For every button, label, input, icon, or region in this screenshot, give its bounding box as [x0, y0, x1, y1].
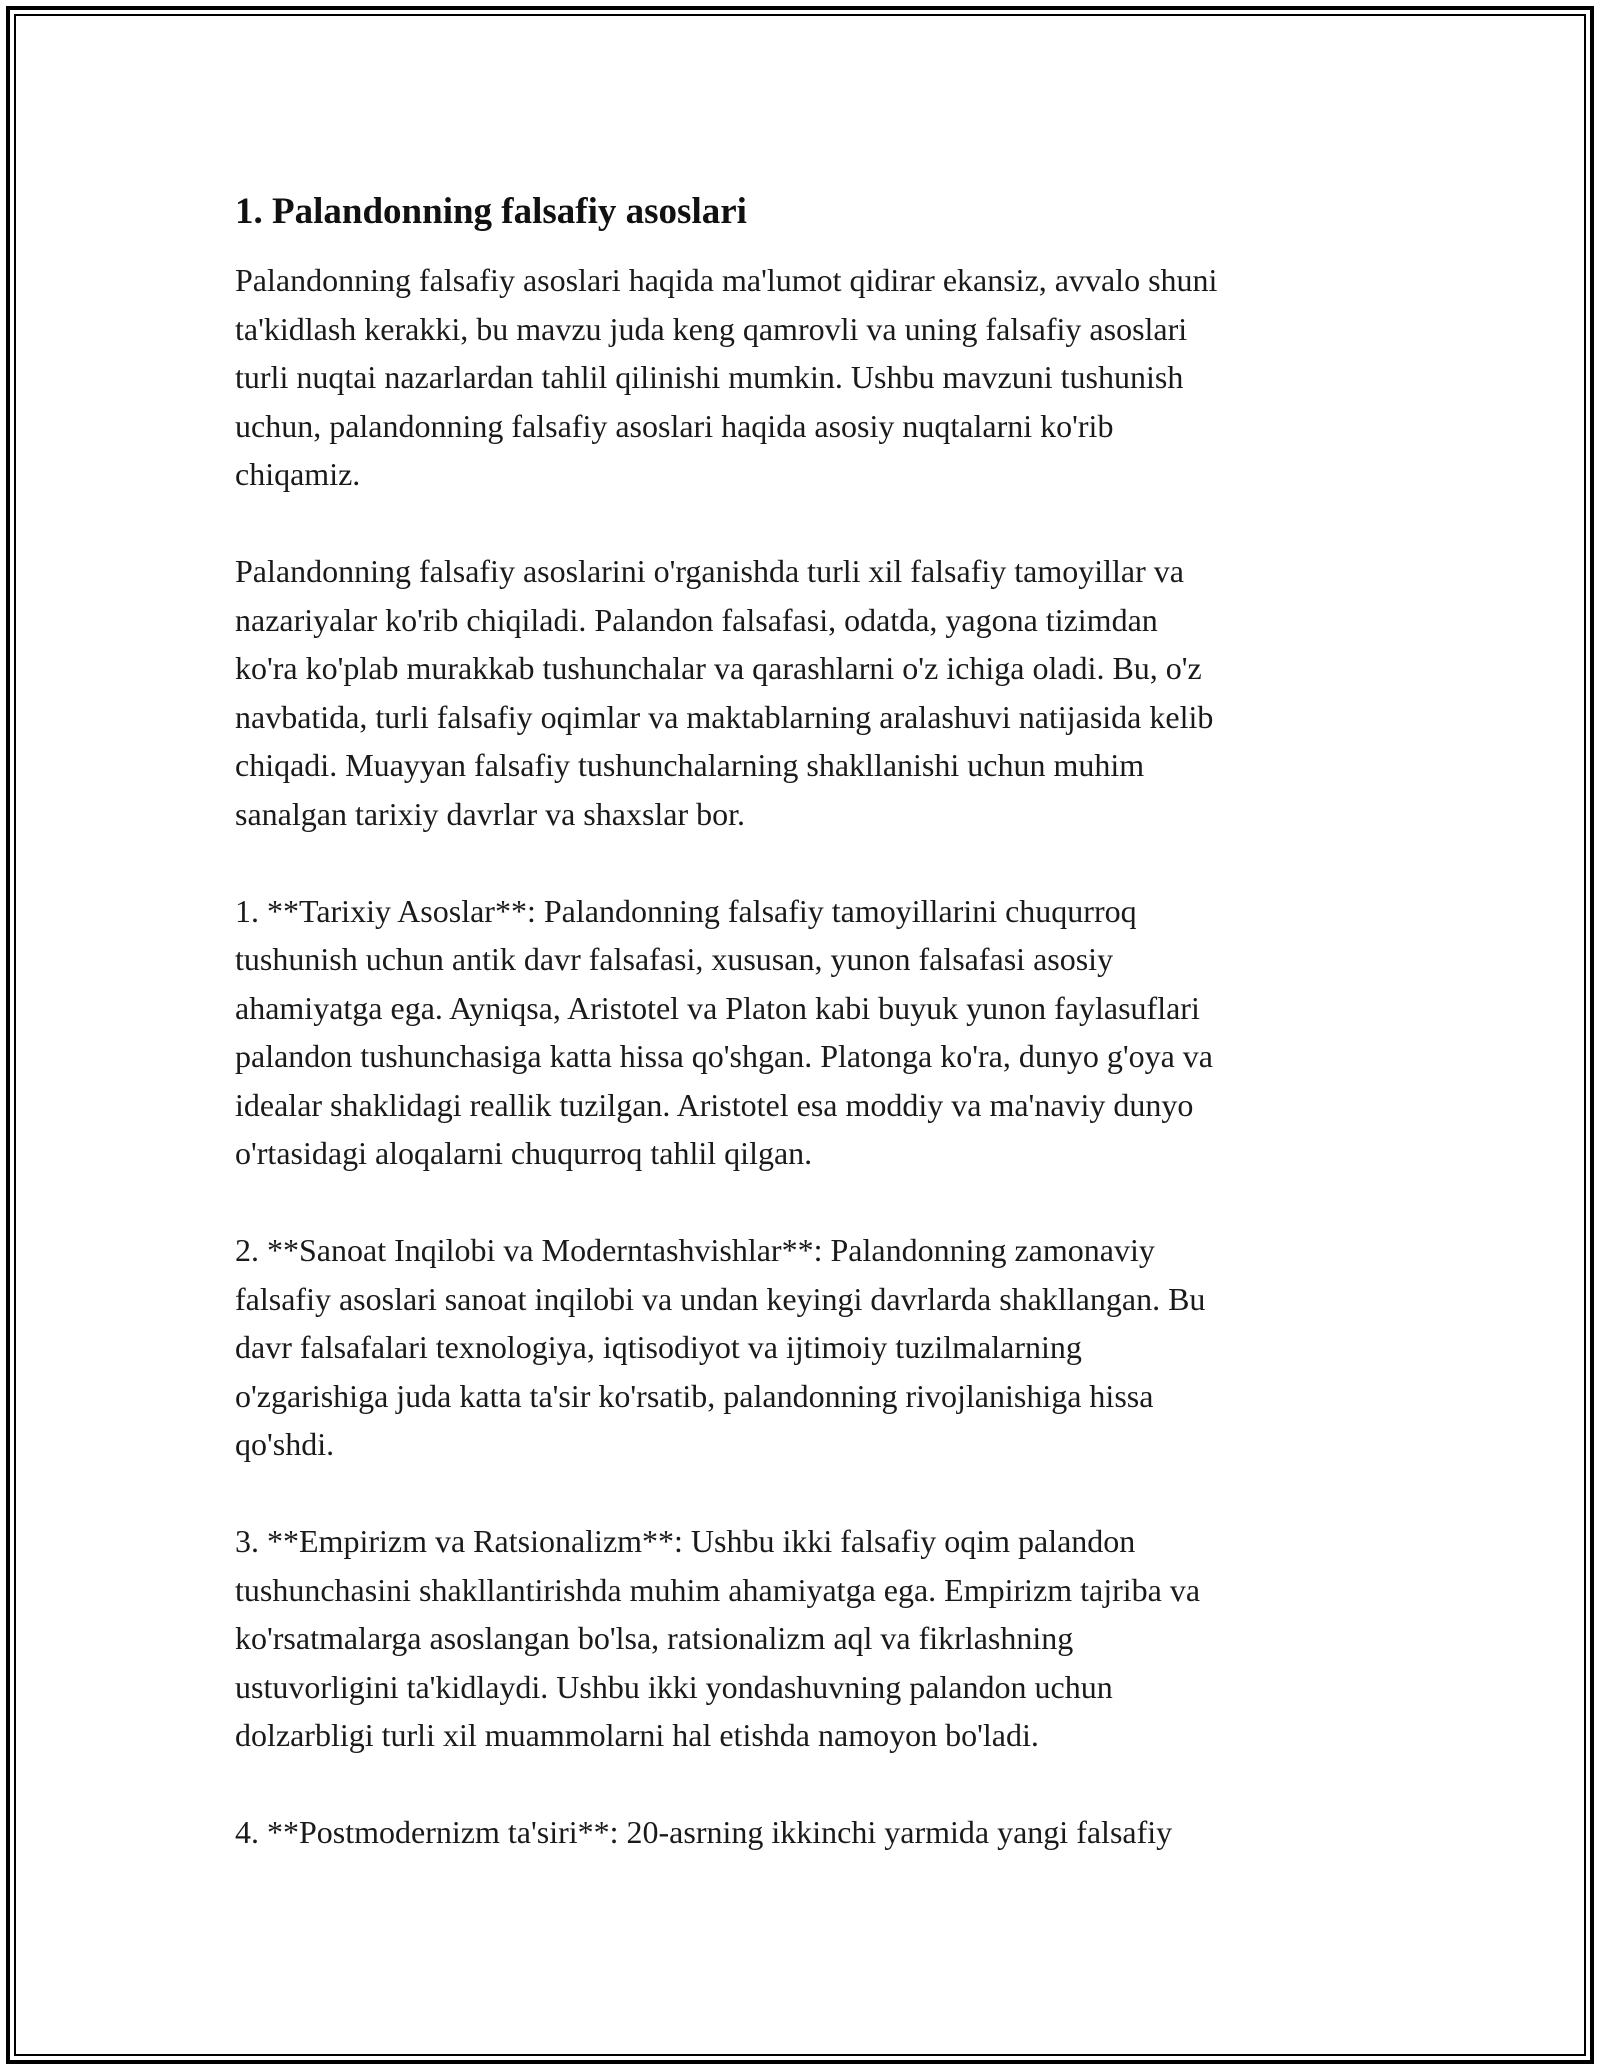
text-line: ko'rsatmalarga asoslangan bo'lsa, ratsionalizm aql va fikrlashning: [235, 1620, 1074, 1656]
text-line: ta'kidlash kerakki, bu mavzu juda keng qamrovli va uning falsafiy asoslari: [235, 310, 1188, 347]
text-line: 1. **Tarixiy Asoslar**: Palandonning falsafiy tamoyillarini chuqurroq: [235, 892, 1137, 929]
text-line: davr falsafalari texnologiya, iqtisodiyot va ijtimoiy tuzilmalarning: [235, 1329, 1082, 1365]
text-line: chiqadi. Muayyan falsafiy tushunchalarning shakllanishi uchun muhim: [235, 747, 1145, 783]
list-item-postmodernism: [235, 1808, 1375, 1857]
paragraph-overview: [235, 547, 1375, 838]
list-item-historical: [235, 887, 1375, 1178]
text-line: ustuvorligini ta'kidlaydi. Ushbu ikki yondashuvning palandon uchun: [235, 1668, 1113, 1705]
text-line: ahamiyatga ega. Ayniqsa, Aristotel va Platon kabi buyuk yunon faylasuflari: [235, 989, 1200, 1026]
text-line: o'zgarishiga juda katta ta'sir ko'rsatib, palandonning rivojlanishiga hissa: [235, 1377, 1154, 1414]
paragraph-intro: [235, 256, 1375, 499]
text-line: 2. **Sanoat Inqilobi va Moderntashvishlar**: Palandonning zamonaviy: [235, 1232, 1155, 1268]
text-line: dolzarbligi turli xil muammolarni hal etishda namoyon bo'ladi.: [235, 1717, 1039, 1753]
text-line: Palandonning falsafiy asoslarini o'rganishda turli xil falsafiy tamoyillar va: [235, 553, 1184, 589]
text-line: chiqamiz.: [235, 456, 361, 492]
text-line: 4. **Postmodernizm ta'siri**: 20-asrning ikkinchi yarmida yangi falsafiy: [235, 1814, 1173, 1850]
text-line: palandon tushunchasiga katta hissa qo'shgan. Platonga ko'ra, dunyo g'oya va: [235, 1038, 1213, 1074]
text-line: ko'ra ko'plab murakkab tushunchalar va qarashlarni o'z ichiga oladi. Bu, o'z: [235, 650, 1202, 686]
document-page: [235, 188, 1375, 1905]
text-line: uchun, palandonning falsafiy asoslari haqida asosiy nuqtalarni ko'rib: [235, 407, 1114, 444]
text-line: navbatida, turli falsafiy oqimlar va maktablarning aralashuvi natijasida kelib: [235, 698, 1214, 735]
text-line: nazariyalar ko'rib chiqiladi. Palandon falsafasi, odatda, yagona tizimdan: [235, 601, 1158, 638]
text-line: tushunchasini shakllantirishda muhim ahamiyatga ega. Empirizm tajriba va: [235, 1571, 1201, 1608]
list-item-industrial: [235, 1226, 1375, 1469]
text-line: falsafiy asoslari sanoat inqilobi va undan keyingi davrlarda shakllangan. Bu: [235, 1280, 1206, 1317]
text-line: qo'shdi.: [235, 1426, 335, 1462]
text-line: turli nuqtai nazarlardan tahlil qilinishi mumkin. Ushbu mavzuni tushunish: [235, 359, 1184, 395]
text-line: 3. **Empirizm va Ratsionalizm**: Ushbu ikki falsafiy oqim palandon: [235, 1523, 1136, 1559]
text-line: sanalgan tarixiy davrlar va shaxslar bor.: [235, 795, 746, 832]
text-line: o'rtasidagi aloqalarni chuqurroq tahlil qilgan.: [235, 1135, 813, 1171]
text-line: idealar shaklidagi reallik tuzilgan. Aristotel esa moddiy va ma'naviy dunyo: [235, 1086, 1194, 1123]
text-line: tushunish uchun antik davr falsafasi, xususan, yunon falsafasi asosiy: [235, 941, 1114, 977]
text-line: Palandonning falsafiy asoslari haqida ma'lumot qidirar ekansiz, avvalo shuni: [235, 262, 1218, 298]
section-heading: 1. Palandonning falsafiy asoslari: [235, 191, 747, 232]
list-item-empiricism: [235, 1517, 1375, 1760]
